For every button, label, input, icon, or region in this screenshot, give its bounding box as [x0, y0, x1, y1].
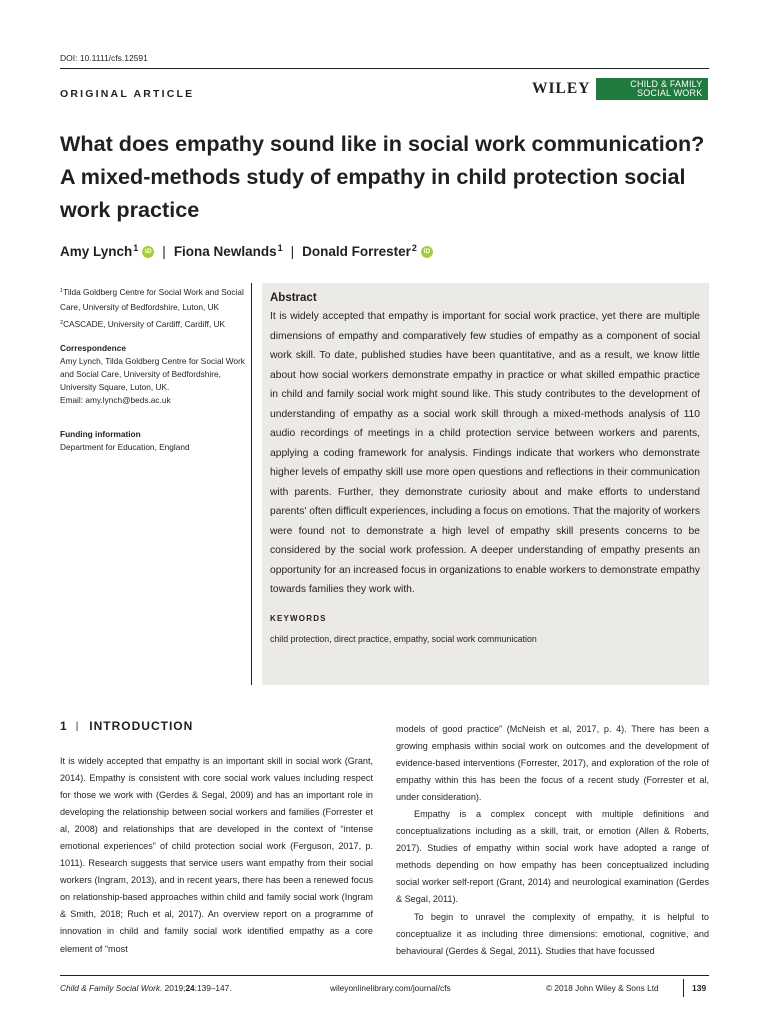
section-divider: | — [75, 720, 80, 732]
author-separator: | — [290, 244, 295, 259]
affiliation — [60, 286, 246, 314]
footer-journal: Child & Family Social Work. — [60, 983, 163, 993]
funding — [60, 428, 246, 454]
footer-year: 2019; — [164, 983, 186, 993]
correspondence-email[interactable]: Email: amy.lynch@beds.ac.uk — [60, 394, 171, 405]
section-heading — [60, 719, 193, 733]
footer-pages: :139–147. — [194, 983, 232, 993]
footer-copyright: © 2018 John Wiley & Sons Ltd — [546, 983, 659, 993]
article-type: ORIGINAL ARTICLE — [60, 88, 195, 100]
footer-divider — [683, 979, 684, 997]
correspondence-address: Amy Lynch, Tilda Goldberg Centre for Social Work and Social Care, University of Bedfordshire, University Square, Luton, UK. — [60, 356, 245, 392]
author-name: Amy Lynch — [60, 244, 133, 259]
affiliation-number: 1 — [60, 288, 64, 294]
correspondence-label: Correspondence — [60, 343, 126, 354]
journal-logo — [532, 78, 708, 100]
correspondence — [60, 342, 246, 406]
keywords-text: child protection, direct practice, empathy, social work communication — [270, 633, 537, 644]
footer-rule — [60, 975, 709, 976]
publisher-logo: WILEY — [532, 80, 591, 97]
article-sidebar — [60, 286, 246, 454]
affiliation-number: 2 — [60, 319, 64, 326]
doi: DOI: 10.1111/cfs.12591 — [60, 53, 148, 63]
author-affiliation-marker: 1 — [133, 242, 139, 253]
body-paragraph: To begin to unravel the complexity of empathy, it is helpful to conceptualize it as including three dimensions: emotional, cognitive, and behavioural (Gerdes & Segal, 2011). Studies that have focussed — [396, 911, 709, 956]
body-column-right — [396, 721, 709, 960]
article-title: What does empathy sound like in social work communication? A mixed-methods study of empathy in child protection social work practice — [60, 131, 705, 222]
keywords-heading: KEYWORDS — [270, 613, 327, 623]
page-number: 139 — [692, 983, 707, 993]
body-paragraph: It is widely accepted that empathy is an important skill in social work (Grant, 2014). Empathy is consistent with core social work values including respect for those we work with (Gerdes & Segal, 2009) and has an important role in developing the relationship between social workers and families (Forrester et al, 2008) and relationships that are developed in the context of “intense emotional experiences” of child protection social work (Ferguson, 2017, p. 1011). Research suggests that service users want empathy from their social workers (Ingram, 2013), and in recent years, there has been a renewed focus on relationship-based approaches within child and family social work (Ingram & Smith, 2018; Ruch et al, 2017). An overview report on a programme of innovation in child and family social work identified empathy as a core element of “most — [60, 756, 373, 954]
author-separator: | — [162, 244, 166, 259]
journal-name-line2: SOCIAL WORK — [637, 88, 703, 98]
body-paragraph: models of good practice” (McNeish et al, 2017, p. 4). There has been a growing emphasis within social work on outcomes and the development of evidence-based interventions (Forrester, 2017), and exploration of the role of empathy within this has been the focus of a recent study (Forrester et al, under consideration). — [396, 724, 709, 803]
section-number: 1 — [60, 719, 68, 733]
author-affiliation-marker: 1 — [277, 242, 283, 253]
abstract-box — [262, 283, 709, 685]
affiliation-text: CASCADE, University of Cardiff, Cardiff, UK — [63, 318, 226, 329]
journal-name-line1: CHILD & FAMILY — [630, 78, 703, 89]
section-title: INTRODUCTION — [89, 719, 194, 733]
journal-badge — [596, 78, 708, 100]
abstract-heading: Abstract — [270, 292, 317, 304]
abstract-text: It is widely accepted that empathy is important for social work practice, yet there are multiple dimensions of empathy and comparatively few studies of empathy as a component of social work skill. To date, published studies have been quantitative, and as a result, we know little about how social workers demonstrate empathy in practice or what skilled empathic practice in child and family social work might sound like. This study contributes to the development of understanding of empathy as a social work skill through a mixed-methods analysis of 110 audio recordings of meetings in a child protection service between workers and parents, applying a coding framework for analysis. Findings indicate that workers who demonstrate higher levels of empathy skill use more open questions and reflections in their communication with parents. Further, they demonstrate curiosity about and make efforts to understand parents' often difficult experiences, including a focus on emotions. That the majority of workers were found not to demonstrate a high level of empathy skill presents concerns to be considered by the social work profession. A deeper understanding of empathy presents an opportunity for an increased focus in organizations to enable workers to demonstrate empathy towards families they work with. — [270, 311, 700, 595]
funding-text: Department for Education, England — [60, 442, 190, 453]
author-name: Fiona Newlands — [173, 244, 277, 259]
author-affiliation-marker: 2 — [411, 242, 417, 253]
affiliation — [60, 318, 246, 333]
body-column-left — [60, 753, 373, 958]
footer-volume: 24 — [185, 983, 195, 993]
body-paragraph: Empathy is a complex concept with multiple definitions and conceptualizations including as a skill, trait, or emotion (Allen & Roberts, 2017). Studies of empathy within social work have adopted a range of methods depending on how empathy has been conceptualized including social worker self-report (Grant, 2014) and neurological examination (Gerdes & Segal, 2011). — [396, 809, 709, 905]
orcid-icon[interactable]: iD — [421, 246, 433, 258]
sidebar-divider — [251, 283, 252, 685]
footer-url[interactable]: wileyonlinelibrary.com/journal/cfs — [330, 983, 451, 993]
footer-citation — [60, 983, 232, 993]
affiliation-text: Tilda Goldberg Centre for Social Work and Social Care, University of Bedfordshire, Luton, UK — [60, 287, 244, 312]
funding-label: Funding information — [60, 429, 141, 440]
author-list — [60, 244, 433, 259]
author-name: Donald Forrester — [302, 244, 411, 259]
header-rule — [60, 68, 709, 69]
orcid-icon[interactable]: iD — [142, 246, 154, 258]
